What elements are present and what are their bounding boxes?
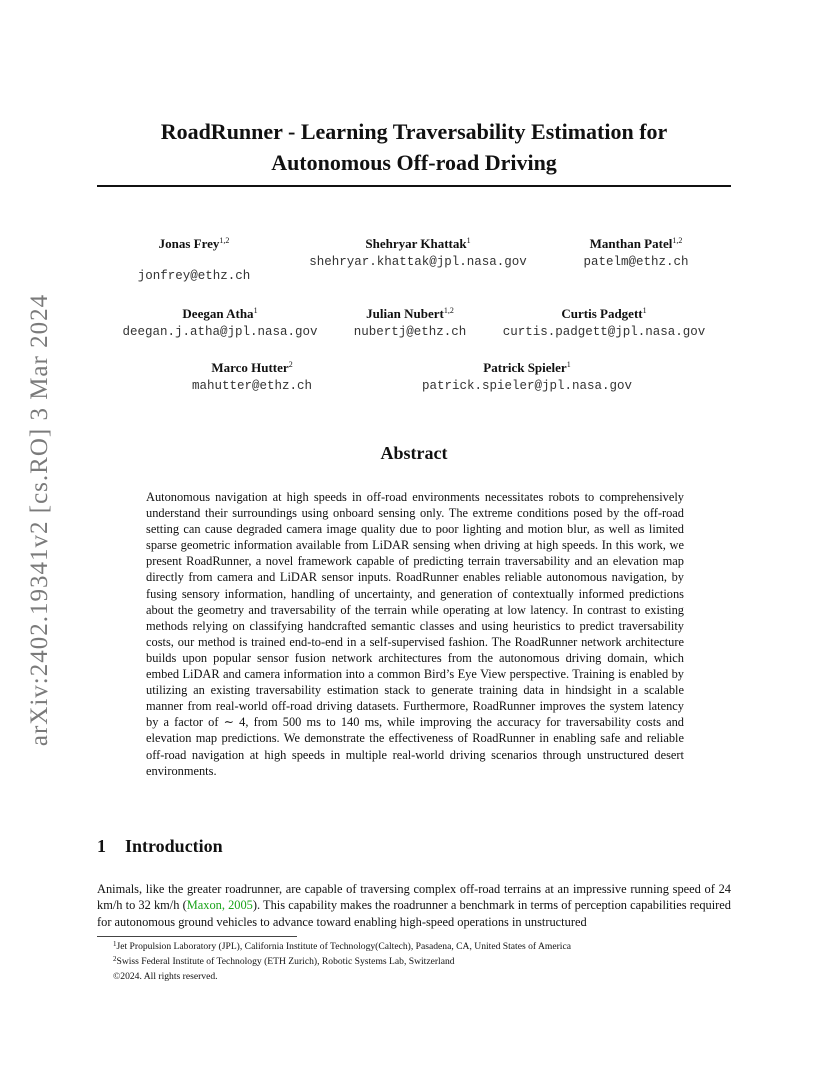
author-name: Marco Hutter$^2$: [211, 360, 293, 375]
author-block: [474, 302, 734, 341]
abstract-heading: Abstract: [380, 443, 448, 463]
author-name: Shehryar Khattak$^1$: [365, 236, 471, 251]
author-name: Patrick Spieler$^1$: [483, 360, 571, 375]
introduction-paragraph: [97, 881, 731, 930]
section-title: Introduction: [125, 836, 223, 856]
footnote-rule: [97, 936, 297, 937]
author-name: Julian Nubert$^{1,2}$: [366, 306, 454, 321]
author-name: Deegan Atha$^1$: [182, 306, 258, 321]
title-rule: [97, 185, 731, 187]
author-email[interactable]: jonfrey@ethz.ch: [137, 269, 251, 283]
footnotes: [113, 938, 733, 983]
author-email[interactable]: patrick.spieler@jpl.nasa.gov: [421, 379, 633, 393]
abstract-text: Autonomous navigation at high speeds in off-road environments necessitates robots to comprehensively understand their surroundings using onboard sensing only. The extreme conditions posed by the off-road setting can cause degraded camera image quality due to poor lighting and motion blur, as well as limited sparse geometric information available from LiDAR sensing when driving at high speeds. In this work, we present RoadRunner, a novel framework capable of predicting terrain traversability and an elevation map directly from camera and LiDAR sensor inputs. RoadRunner enables reliable autonomous navigation, by fusing sensory information, handling of uncertainty, and generation of contextually informed predictions about the geometry and traversability of the terrain while operating at low latency. In contrast to existing methods relying on classifying handcrafted semantic classes and using heuristics to predict traversability costs, our method is trained end-to-end in a self-supervised fashion. The RoadRunner network architecture builds upon popular sensor fusion network architectures from the autonomous driving domain, which embed LiDAR and camera information into a common Bird’s Eye View perspective. Training is enabled by utilizing an existing traversability estimation stack to generate training data in hindsight in a scalable manner from real-world off-road driving datasets. Furthermore, RoadRunner improves the system latency by a factor of ∼ 4, from 500 ms to 140 ms, while improving the accuracy for traversability costs and elevation map predictions. We demonstrate the effectiveness of RoadRunner in enabling safe and reliable off-road navigation at high speeds in multiple real-world driving scenarios through unstructured desert environments.: [146, 490, 684, 778]
citation-link[interactable]: Maxon, 2005: [186, 898, 253, 913]
author-email[interactable]: curtis.padgett@jpl.nasa.gov: [502, 325, 706, 339]
author-name: Curtis Padgett$^1$: [561, 306, 647, 321]
footnote-1: $^1$Jet Propulsion Laboratory (JPL), California Institute of Technology(Caltech), Pasadena, CA, United States of America: [113, 940, 571, 952]
author-email[interactable]: nubertj@ethz.ch: [353, 325, 467, 339]
footnote-2: $^2$Swiss Federal Institute of Technology (ETH Zurich), Robotic Systems Lab, Switzerland: [113, 955, 455, 967]
author-email[interactable]: patelm@ethz.ch: [583, 255, 689, 269]
section-number: 1: [97, 836, 106, 856]
arxiv-identifier: arXiv:2402.19341v2 [cs.RO] 3 Mar 2024: [26, 293, 54, 747]
paper-title: [97, 116, 731, 178]
intro-text-start: Animals, like the greater roadrunner, are capable of traversing complex off-road terrains at an impressive running speed of 24 km/h to 32 km/h (: [97, 882, 731, 913]
section-heading: [97, 836, 223, 857]
copyright-notice: ©2024. All rights reserved.: [113, 971, 218, 982]
intro-text-end: ). This capability makes the roadrunner a benchmark in terms of perception capabilities required for autonomous ground vehicles to advance toward enabling high-speed operations in unstructured: [97, 898, 731, 929]
title-line-1: RoadRunner - Learning Traversability Estimation for: [160, 119, 668, 144]
author-block: [506, 232, 766, 271]
author-email[interactable]: shehryar.khattak@jpl.nasa.gov: [309, 255, 527, 269]
author-name: Jonas Frey$^{1,2}$: [158, 236, 230, 251]
author-email[interactable]: mahutter@ethz.ch: [191, 379, 313, 393]
author-block: [122, 356, 382, 395]
author-block: [64, 232, 324, 285]
arxiv-stamp: [22, 290, 58, 750]
title-line-2: Autonomous Off-road Driving: [271, 150, 557, 175]
author-block: [397, 356, 657, 395]
author-name: Manthan Patel$^{1,2}$: [589, 236, 683, 251]
author-email[interactable]: deegan.j.atha@jpl.nasa.gov: [122, 325, 318, 339]
